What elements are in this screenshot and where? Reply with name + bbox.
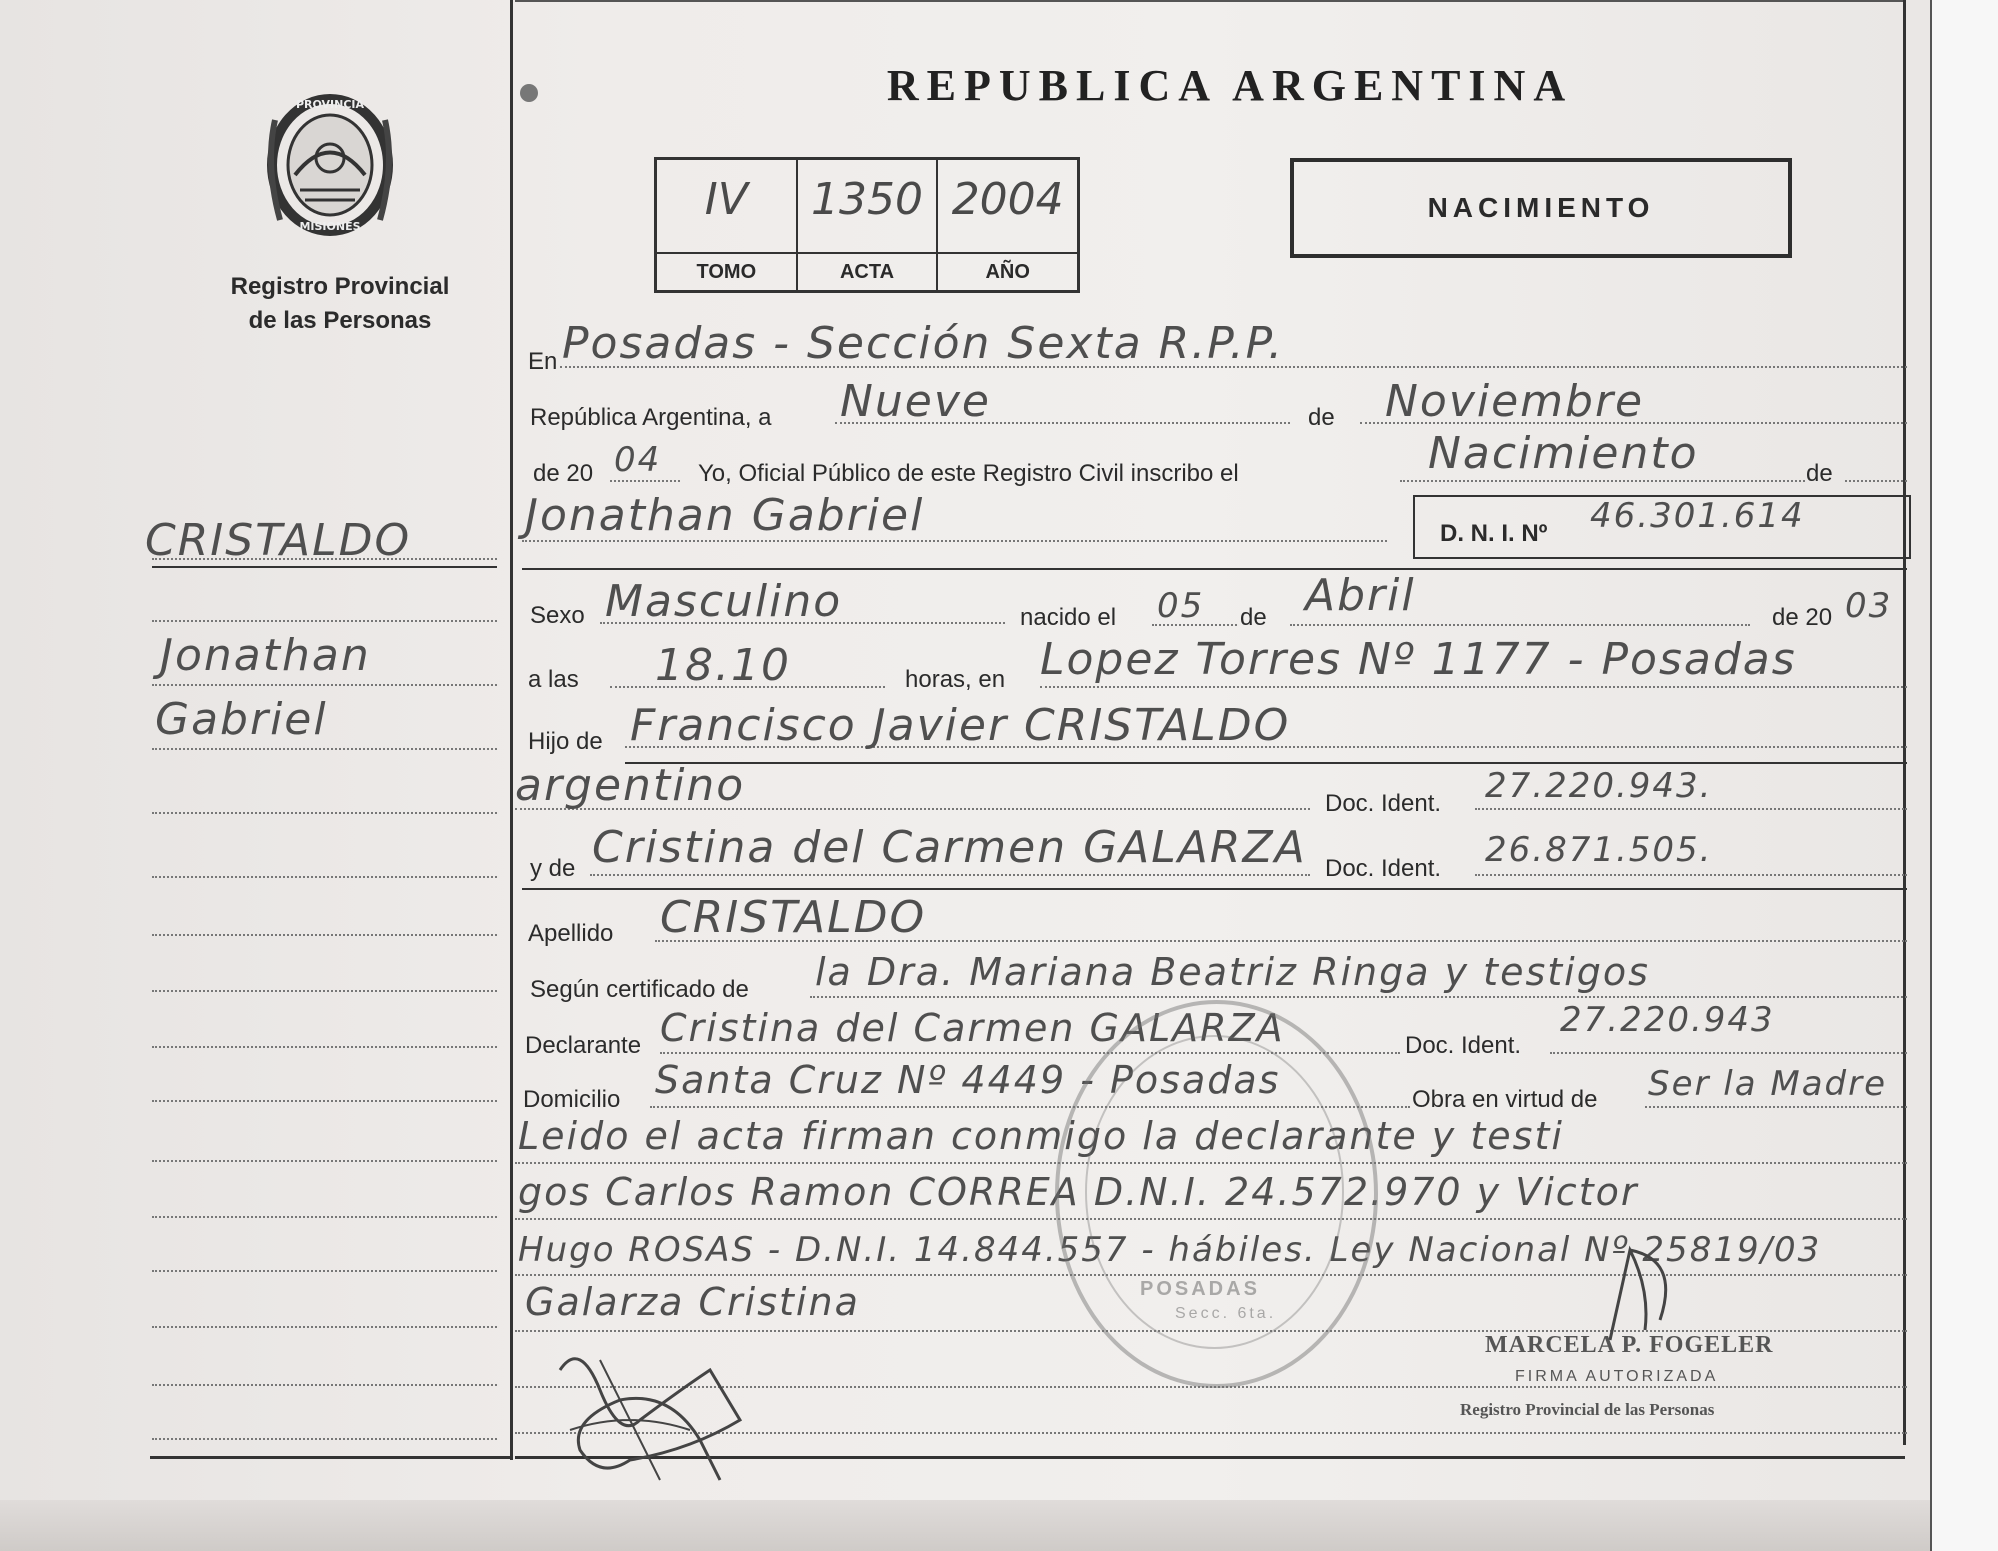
mother-value: Cristina del Carmen GALARZA <box>592 822 1307 873</box>
officer-text: Yo, Oficial Público de este Registro Civil inscribo el <box>698 460 1239 487</box>
stub-line-16 <box>152 1438 497 1440</box>
mother-line <box>590 874 1310 876</box>
birth-year-prefix: de 20 <box>1772 604 1833 631</box>
birth-place-line <box>1040 686 1907 688</box>
dni-value: 46.301.614 <box>1590 496 1805 536</box>
year-suffix-value: 04 <box>614 440 662 480</box>
country-title: REPUBLICA ARGENTINA <box>886 61 1574 110</box>
notes-text-2: gos Carlos Ramon CORREA D.N.I. 24.572.970 y Victor <box>518 1170 1639 1214</box>
stub-divider <box>510 0 513 1460</box>
stub-line-5 <box>152 812 497 814</box>
certificado-line <box>810 996 1907 998</box>
en-label: En <box>528 348 558 375</box>
stub-line-14 <box>152 1326 497 1328</box>
page-edge <box>1930 0 1998 1551</box>
y-de-label: y de <box>530 855 576 882</box>
dni-label: D. N. I. Nº <box>1440 520 1548 547</box>
month-value: Noviembre <box>1385 376 1645 427</box>
stub-line-11 <box>152 1160 497 1162</box>
certificado-label: Según certificado de <box>530 976 749 1003</box>
sexo-value: Masculino <box>605 576 843 627</box>
page-bottom-shadow <box>0 1500 1930 1551</box>
stub-line-3 <box>152 684 497 686</box>
stub-line-12 <box>152 1216 497 1218</box>
notes-text-3: Hugo ROSAS - D.N.I. 14.844.557 - hábiles. Ley Nacional Nº 25819/03 <box>518 1230 1822 1270</box>
tomo-cell <box>657 160 798 290</box>
declarante-doc-line <box>1550 1052 1907 1054</box>
stub-line-9 <box>152 1046 497 1048</box>
acta-label: ACTA <box>798 252 937 290</box>
section-rule-3 <box>522 888 1907 890</box>
stub-name-2: Gabriel <box>155 694 328 745</box>
birth-place-value: Lopez Torres Nº 1177 - Posadas <box>1040 634 1797 685</box>
registry-name <box>190 270 490 338</box>
stub-line-7 <box>152 934 497 936</box>
section-rule-2 <box>625 762 1907 764</box>
stub-line-8 <box>152 990 497 992</box>
document-type-box: NACIMIENTO <box>1290 158 1792 258</box>
de-label: de <box>1308 404 1335 431</box>
stub-bottom-rule <box>150 1456 512 1459</box>
republica-label: República Argentina, a <box>530 404 772 431</box>
official-stamp-inner <box>1085 1035 1344 1349</box>
apellido-label: Apellido <box>528 920 614 947</box>
stub-rule <box>152 566 497 568</box>
father-doc-value: 27.220.943. <box>1485 766 1713 806</box>
seal-top-text: PROVINCIA <box>295 98 365 111</box>
tomo-value: IV <box>704 174 748 225</box>
a-las-label: a las <box>528 666 579 693</box>
registration-box <box>654 157 1080 293</box>
stub-line-10 <box>152 1100 497 1102</box>
event-value: Nacimiento <box>1428 428 1699 479</box>
declarante-label: Declarante <box>525 1032 642 1059</box>
notes-text-1: Leido el acta firman conmigo la declarante y testi <box>518 1114 1564 1158</box>
child-name-value: Jonathan Gabriel <box>525 490 925 541</box>
top-rule <box>515 0 1905 2</box>
event-line-end <box>1845 480 1907 482</box>
punch-hole <box>520 84 538 102</box>
hijo-label: Hijo de <box>528 728 603 755</box>
stamp-city: POSADAS <box>1140 1278 1260 1300</box>
stub-line-13 <box>152 1270 497 1272</box>
birth-month-value: Abril <box>1305 570 1416 621</box>
acta-cell <box>798 160 939 290</box>
sexo-label: Sexo <box>530 602 585 629</box>
declarante-doc-value: 27.220.943 <box>1560 1000 1775 1040</box>
birth-month-line <box>1290 624 1750 626</box>
day-value: Nueve <box>840 376 991 427</box>
birth-day-value: 05 <box>1157 586 1205 626</box>
stamp-sub: Secc. 6ta. <box>1175 1305 1277 1322</box>
obra-value: Ser la Madre <box>1648 1064 1888 1104</box>
doc-ident-label-3: Doc. Ident. <box>1405 1032 1522 1059</box>
doc-ident-label-2: Doc. Ident. <box>1325 855 1442 882</box>
mother-doc-line <box>1475 874 1907 876</box>
birth-year-suffix: 03 <box>1845 586 1893 626</box>
de-label-2: de <box>1806 460 1833 487</box>
stub-line-6 <box>152 876 497 878</box>
father-value: Francisco Javier CRISTALDO <box>630 700 1291 751</box>
declarante-value: Cristina del Carmen GALARZA <box>660 1006 1285 1050</box>
acta-value: 1350 <box>811 174 923 225</box>
domicilio-value: Santa Cruz Nº 4449 - Posadas <box>655 1058 1281 1102</box>
stub-line-15 <box>152 1384 497 1386</box>
tomo-label: TOMO <box>657 252 796 290</box>
registry-line2: de las Personas <box>248 307 432 334</box>
official-name: MARCELA P. FOGELER <box>1485 1332 1774 1358</box>
place-value: Posadas - Sección Sexta R.P.P. <box>562 318 1285 369</box>
doc-ident-label: Doc. Ident. <box>1325 790 1442 817</box>
apellido-value: CRISTALDO <box>660 892 927 943</box>
nacido-label: nacido el <box>1020 604 1117 631</box>
obra-line <box>1645 1106 1907 1108</box>
official-office: Registro Provincial de las Personas <box>1460 1400 1715 1419</box>
stub-name-1: Jonathan <box>160 630 371 681</box>
declarant-signature: Galarza Cristina <box>525 1280 860 1324</box>
stub-surname: CRISTALDO <box>145 515 412 566</box>
mother-doc-value: 26.871.505. <box>1485 830 1713 870</box>
section-rule-1 <box>522 568 1907 570</box>
provincial-seal-icon <box>255 80 405 250</box>
stub-line-4 <box>152 748 497 750</box>
domicilio-label: Domicilio <box>523 1086 621 1113</box>
obra-label: Obra en virtud de <box>1412 1086 1598 1113</box>
ano-cell <box>938 160 1077 290</box>
father-nationality: argentino <box>515 760 746 811</box>
form-right-rule <box>1903 0 1906 1445</box>
certificado-value: la Dra. Mariana Beatriz Ringa y testigos <box>815 950 1650 994</box>
year-line <box>610 480 680 482</box>
seal-bottom-text: MISIONES <box>299 220 361 233</box>
ano-label: AÑO <box>938 252 1077 290</box>
father-doc-line <box>1475 808 1907 810</box>
registry-line1: Registro Provincial <box>230 273 450 300</box>
stub-line-2 <box>152 620 497 622</box>
official-role: FIRMA AUTORIZADA <box>1515 1368 1719 1385</box>
witness-signature-icon <box>540 1330 800 1500</box>
horas-label: horas, en <box>905 666 1006 693</box>
ano-value: 2004 <box>951 174 1064 225</box>
event-line <box>1400 480 1805 482</box>
de-label-3: de <box>1240 604 1267 631</box>
time-value: 18.10 <box>655 640 791 691</box>
year-prefix-label: de 20 <box>533 460 594 487</box>
